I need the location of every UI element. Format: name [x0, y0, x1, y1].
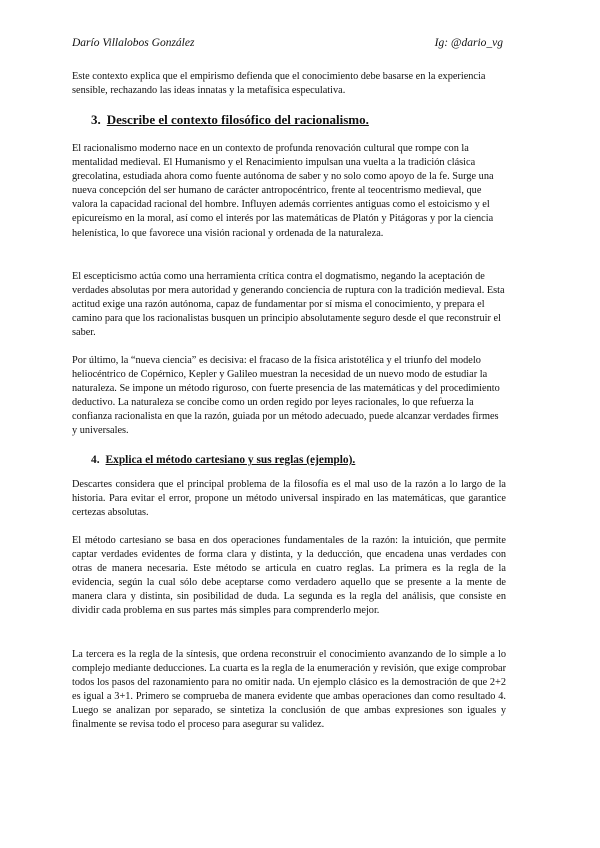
section-3-p1-text: El racionalismo moderno nace en un contexto de profunda renovación cultural que rompe con la mentalidad medieval. El Humanismo y el Renacimiento impulsan una vuelta a la tradición clásica grecolatina, estudiada ahora como fuente autónoma de saber y no solo como apoyo de la fe. Surge una nueva concepción del ser humano de carácter antropocéntrico, frente al teocentrismo medieval, que valora la capacidad racional del hombre. Influyen además corrientes antiguas como el estoicismo y el epicureísmo en la moral, así como el interés por las matemáticas de Platón y Pitágoras y por la ciencia helenística, lo que favorece una visión racional y ordenada de la naturaleza.: [72, 143, 494, 239]
section-3-heading: [91, 112, 369, 128]
section-3-p3: [72, 354, 506, 439]
section-3-p2-text: El escepticismo actúa como una herramienta crítica contra el dogmatismo, negando la aceptación de verdades absolutas por mera autoridad y generando conciencia de ruptura con la tradición medieval. Esta actitud exige una razón autónoma, capaz de fundamentar por sí misma el conocimiento, y prepara el camino para que los racionalistas busquen un principio absolutamente seguro desde el que reconstruir el saber.: [72, 271, 505, 339]
section-3-title: Describe el contexto filosófico del racionalismo.: [106, 112, 369, 127]
section-3-p1: [72, 142, 506, 241]
section-4-title: Explica el método cartesiano y sus reglas (ejemplo).: [105, 454, 356, 466]
section-4-p3-text: La tercera es la regla de la síntesis, que ordena reconstruir el conocimiento avanzando de lo simple a lo complejo mediante deducciones. La cuarta es la regla de la enumeración y revisión, que exige comprobar todos los pasos del razonamiento para no omitir nada. Un ejemplo clásico es la demostración de que 2+2 es igual a 3+1. Primero se comprueba de manera evidente que ambas operaciones dan como resultado 4. Luego se analizan por separado, se sintetiza la conclusión de que ambas expresiones son iguales y finalmente se revisa todo el proceso para asegurar su validez.: [72, 649, 506, 731]
header-handle: Ig: @dario_vg: [434, 37, 503, 49]
section-4-p2: [72, 534, 506, 619]
section-3-p2: [72, 270, 506, 340]
intro-paragraph: [72, 70, 506, 98]
header-author: Darío Villalobos González: [72, 37, 195, 49]
section-3-number: 3.: [91, 112, 101, 127]
section-3-p3-text: Por último, la “nueva ciencia” es decisiva: el fracaso de la física aristotélica y el triunfo del modelo heliocéntrico de Copérnico, Kepler y Galileo muestran la necesidad de un nuevo modo de estudiar la naturaleza. Se impone un método riguroso, con fuerte presencia de las matemáticas y del procedimiento deductivo. La naturaleza se concibe como un orden regido por leyes racionales, lo que refuerza la confianza racionalista en que la razón, guiada por un método adecuado, puede alcanzar verdades firmes y universales.: [72, 355, 500, 437]
section-4-p2-text: El método cartesiano se basa en dos operaciones fundamentales de la razón: la intuición, que permite captar verdades evidentes de forma clara y distinta, y la deducción, que encadena unas verdades con otras de manera necesaria. Este método se articula en cuatro reglas. La primera es la regla de la evidencia, según la cual sólo debe aceptarse como verdadero aquello que se presente a la mente de manera clara y distinta, sin posibilidad de duda. La segunda es la regla del análisis, que consiste en dividir cada problema en sus partes más simples para comprenderlo mejor.: [72, 535, 506, 617]
section-4-p1: [72, 478, 506, 520]
section-4-p1-text: Descartes considera que el principal problema de la filosofía es el mal uso de la razón a lo largo de la historia. Para evitar el error, propone un método universal inspirado en las matemáticas, que garantice certezas absolutas.: [72, 479, 506, 519]
intro-text: Este contexto explica que el empirismo defienda que el conocimiento debe basarse en la experiencia sensible, rechazando las ideas innatas y la metafísica especulativa.: [72, 71, 486, 97]
section-4-p3: [72, 648, 506, 733]
section-4-heading: [91, 454, 355, 466]
section-4-number: 4.: [91, 454, 100, 466]
